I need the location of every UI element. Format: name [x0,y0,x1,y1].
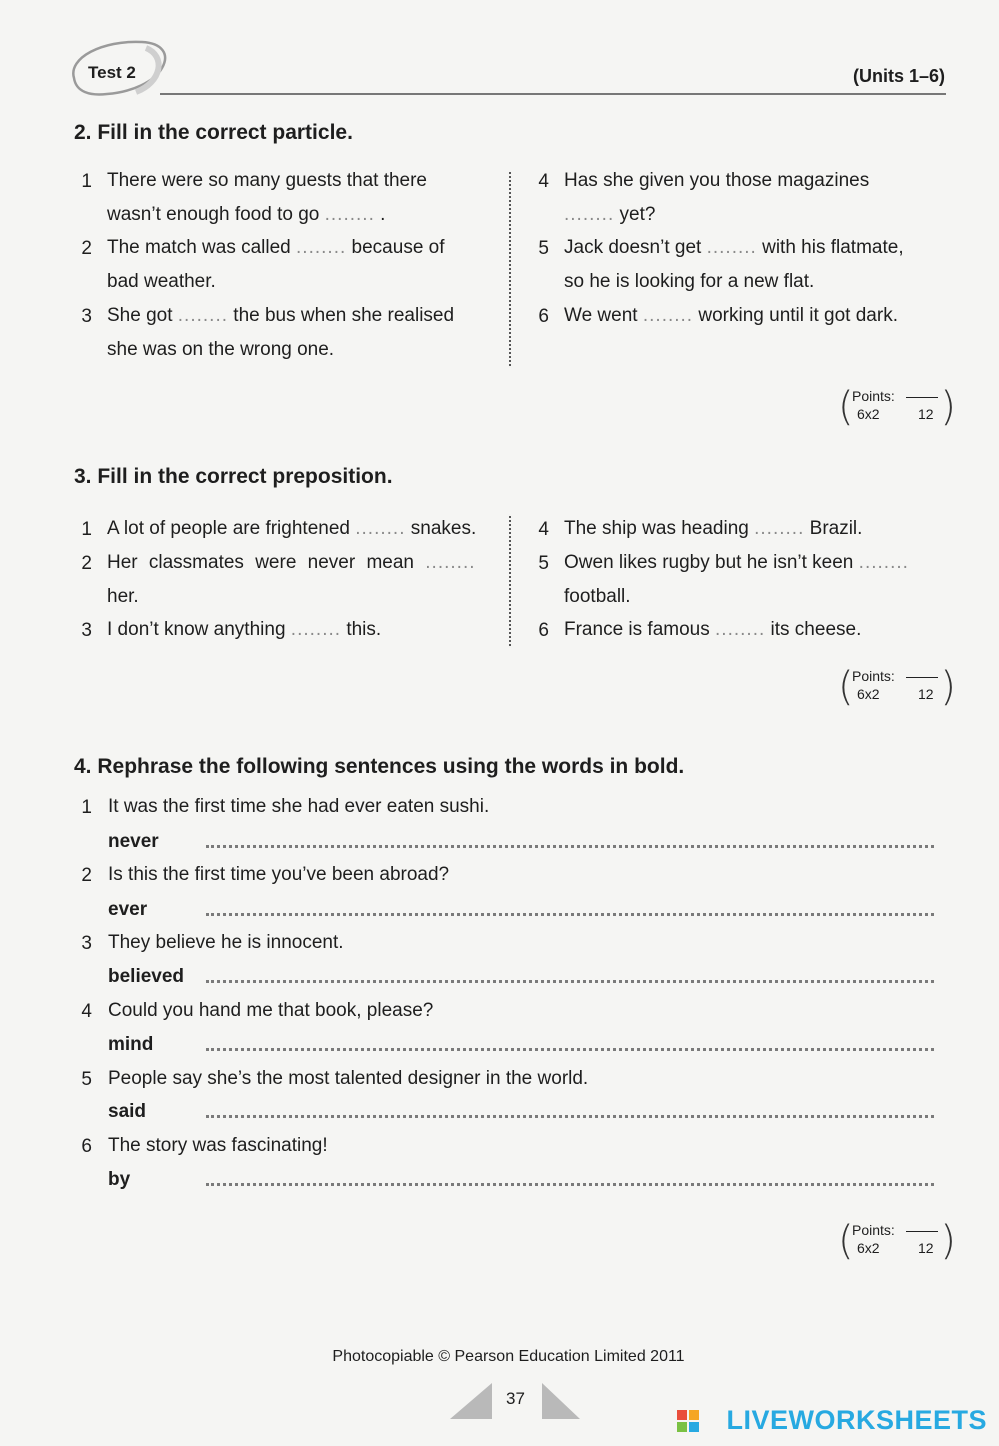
s2-item-3-text-b: the bus when she realised [233,305,455,326]
s2-item-1-end: . [380,204,386,225]
points-label: Points: [852,668,895,684]
s2-item-1-text-2: wasn’t enough food to go [107,204,320,225]
section-2-title: 2. Fill in the correct particle. [74,121,353,144]
s2-item-4-text: Has she given you those magazines [564,170,870,191]
points-multiplier: 6x2 [857,686,880,702]
s4-item-6-answer-line[interactable] [206,1183,934,1186]
s2-item-4-end: yet? [619,204,656,225]
answer-blank[interactable]: ........ [564,204,615,225]
s3-item-3-number: 3 [81,620,92,641]
answer-blank[interactable]: ........ [296,237,347,258]
s2-item-2-number: 2 [81,238,92,259]
s2-item-4 [564,164,954,232]
s4-item-5-keyword: said [108,1101,147,1122]
s2-item-5-text-b: with his flatmate, [762,237,904,258]
s2-item-2-text-2: bad weather. [107,271,216,292]
s3-item-5 [564,546,954,614]
units-label: (Units 1–6) [852,66,945,86]
section-3-title: 3. Fill in the correct preposition. [74,465,393,488]
s3-item-5-number: 5 [538,553,549,574]
s2-item-2 [107,231,497,299]
s2-item-5 [564,231,964,299]
page-number: 37 [506,1389,525,1408]
s4-item-2-number: 2 [81,865,92,886]
s3-item-4-number: 4 [538,519,549,540]
s3-points-box: ( ) Points: 6x2 12 [838,664,956,710]
answer-blank[interactable]: ........ [355,518,406,539]
answer-blank[interactable]: ........ [324,204,375,225]
answer-blank[interactable]: ........ [706,237,757,258]
s2-item-2-text: The match was called [107,237,291,258]
column-divider [509,172,511,366]
s4-item-1-keyword: never [108,831,159,852]
s4-item-4-answer-line[interactable] [206,1048,934,1051]
answer-blank[interactable]: ........ [425,552,476,573]
s4-item-5-number: 5 [81,1069,92,1090]
points-total: 12 [918,1240,934,1256]
points-multiplier: 6x2 [857,406,880,422]
s4-item-5-answer-line[interactable] [206,1115,934,1118]
s4-item-3-keyword: believed [108,966,185,987]
s2-item-3-text: She got [107,305,173,326]
s3-item-1-text: A lot of people are frightened [107,518,350,539]
s4-item-3-answer-line[interactable] [206,980,934,983]
s3-item-1-text-b: snakes. [410,518,477,539]
s2-item-3 [107,299,507,367]
answer-blank[interactable]: ........ [642,305,694,326]
s2-item-6-text-b: working until it got dark. [698,305,898,326]
points-total: 12 [918,406,934,422]
s3-item-2-text: Her classmates were never mean [107,552,414,573]
points-total: 12 [918,686,934,702]
s2-item-1 [107,164,497,232]
s4-item-6-number: 6 [81,1136,92,1157]
s3-item-6-text-b: its cheese. [770,619,862,640]
s2-item-5-text-2: so he is looking for a new flat. [564,271,815,292]
page-tab-right-icon [542,1383,580,1419]
s3-item-2-text-2: her. [107,586,139,607]
s4-item-1-sentence: It was the first time she had ever eaten sushi. [108,796,490,817]
s2-item-5-number: 5 [538,238,549,259]
s2-item-6-text: We went [564,305,638,326]
s3-item-5-text-2: football. [564,586,631,607]
s2-item-3-number: 3 [81,306,92,327]
page-tab-left-icon [450,1383,492,1419]
s4-item-3-sentence: They believe he is innocent. [108,932,344,953]
s4-item-2-sentence: Is this the first time you’ve been abroad? [108,864,450,885]
s4-item-1-answer-line[interactable] [206,845,934,848]
s4-item-4-keyword: mind [108,1034,154,1055]
s3-item-1-number: 1 [81,519,92,540]
s4-item-5-sentence: People say she’s the most talented designer in the world. [108,1068,589,1089]
liveworksheets-logo-icon [677,1410,699,1432]
s3-item-6-text: France is famous [564,619,710,640]
s3-item-3-text-b: this. [346,619,382,640]
s2-item-4-number: 4 [538,171,549,192]
points-multiplier: 6x2 [857,1240,880,1256]
answer-blank[interactable]: ........ [715,619,766,640]
s3-item-2 [107,546,497,614]
s4-item-1-number: 1 [81,797,92,818]
s2-item-3-text-2: she was on the wrong one. [107,339,335,360]
s3-item-6 [564,613,954,647]
answer-blank[interactable]: ........ [858,552,909,573]
s3-item-3 [107,613,497,647]
section-4-title: 4. Rephrase the following sentences using the words in bold. [74,755,685,778]
s2-item-1-number: 1 [81,171,92,192]
s2-item-2-text-b: because of [351,237,445,258]
answer-blank[interactable]: ........ [177,305,229,326]
s3-item-5-text: Owen likes rugby but he isn’t keen [564,552,854,573]
s3-item-3-text: I don’t know anything [107,619,286,640]
answer-blank[interactable]: ........ [290,619,342,640]
s4-item-2-keyword: ever [108,899,148,920]
copyright-notice: Photocopiable © Pearson Education Limited 2011 [332,1348,685,1365]
s2-item-6 [564,299,964,333]
s4-item-4-number: 4 [81,1001,92,1022]
test-label: Test 2 [88,63,136,82]
s2-item-1-text: There were so many guests that there [107,170,427,191]
s3-item-2-number: 2 [81,553,92,574]
s4-item-4-sentence: Could you hand me that book, please? [108,1000,434,1021]
s3-item-4-text-b: Brazil. [809,518,863,539]
s3-item-4-text: The ship was heading [564,518,749,539]
s4-item-6-sentence: The story was fascinating! [108,1135,328,1156]
s3-item-4 [564,512,954,546]
s2-item-6-number: 6 [538,306,549,327]
points-label: Points: [852,388,895,404]
liveworksheets-brand: LIVEWORKSHEETS [726,1405,987,1435]
s4-item-3-number: 3 [81,933,92,954]
s4-item-2-answer-line[interactable] [206,913,934,916]
answer-blank[interactable]: ........ [754,518,805,539]
s4-item-6-keyword: by [108,1169,131,1190]
header-divider [160,93,946,95]
s3-item-6-number: 6 [538,620,549,641]
s2-item-5-text: Jack doesn’t get [564,237,702,258]
s3-item-1 [107,512,497,546]
column-divider [509,516,511,646]
s2-points-box: ( ) Points: 6x2 12 [838,384,956,430]
points-label: Points: [852,1222,895,1238]
s4-points-box: ( ) Points: 6x2 12 [838,1218,956,1264]
